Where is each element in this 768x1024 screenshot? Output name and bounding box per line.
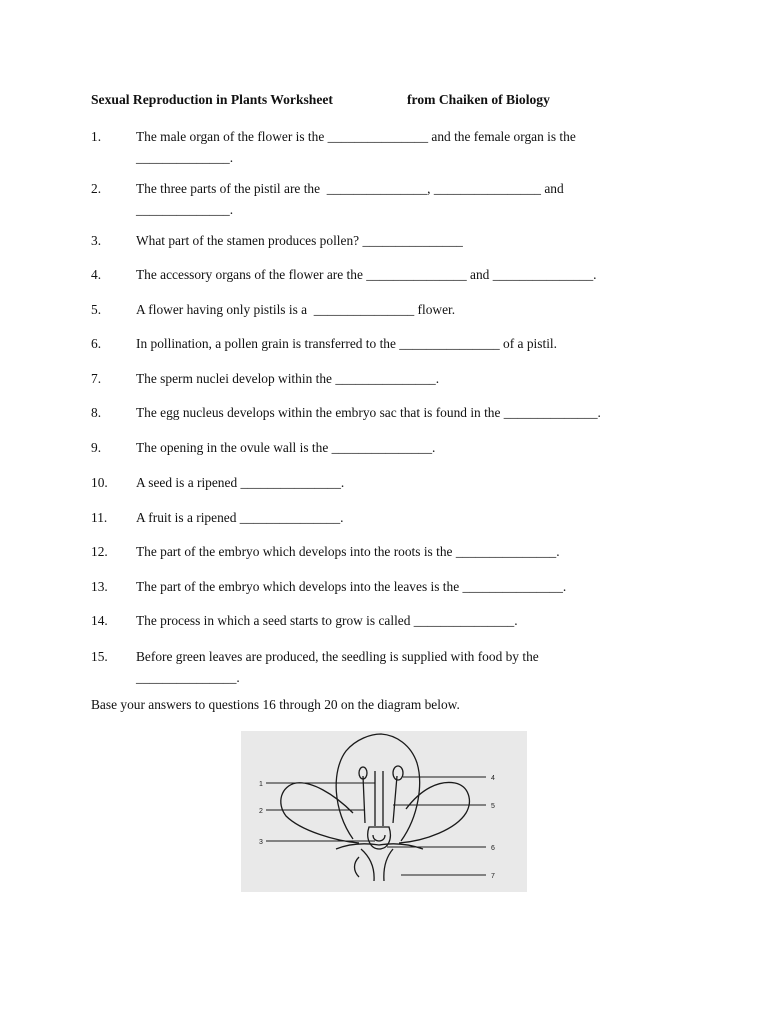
diagram-label: 5: [491, 803, 495, 810]
question-text: The male organ of the flower is the _______________ and the female organ is the ______________.: [136, 129, 576, 165]
question-number: 8.: [91, 405, 102, 420]
stem-outline: [361, 849, 393, 881]
source-text: from Chaiken of Biology: [407, 92, 550, 107]
diagram-label: 2: [259, 808, 263, 815]
question-text: A flower having only pistils is a _______________ flower.: [136, 302, 456, 317]
question-number: 14.: [91, 613, 108, 628]
title-text: Sexual Reproduction in Plants Worksheet: [91, 92, 333, 107]
petal-outline: [281, 783, 359, 843]
question-number: 6.: [91, 336, 102, 351]
style-outline: [375, 771, 383, 826]
diagram-label: 4: [491, 775, 495, 782]
diagram-label: 3: [259, 839, 263, 846]
question-text: The opening in the ovule wall is the _______________.: [136, 440, 436, 455]
question-number: 10.: [91, 475, 108, 490]
diagram-label: 1: [259, 781, 263, 788]
ovule-outline: [373, 835, 385, 841]
question-text: What part of the stamen produces pollen? _______________: [136, 233, 463, 248]
question-text: The three parts of the pistil are the _______________, ________________ and ______________.: [136, 181, 564, 217]
question-text: The part of the embryo which develops into the leaves is the _______________.: [136, 579, 567, 594]
flower-diagram: [241, 731, 527, 892]
question-text: A fruit is a ripened _______________.: [136, 510, 344, 525]
question-number: 12.: [91, 544, 108, 559]
diagram-label: 6: [491, 845, 495, 852]
question-text: The sperm nuclei develop within the _______________.: [136, 371, 440, 386]
petal-outline: [399, 782, 469, 843]
worksheet-title: [91, 92, 550, 108]
question-number: 2.: [91, 181, 102, 196]
question-number: 11.: [91, 510, 108, 525]
flower-diagram-image: [241, 731, 527, 892]
sepal-outline: [336, 844, 423, 849]
question-text: The part of the embryo which develops into the roots is the _______________.: [136, 544, 560, 559]
question-text: The process in which a seed starts to grow is called _______________.: [136, 613, 518, 628]
question-number: 13.: [91, 579, 108, 594]
petal-outline: [336, 734, 419, 841]
question-number: 3.: [91, 233, 102, 248]
anther-outline: [393, 766, 403, 780]
question-text: Before green leaves are produced, the seedling is supplied with food by the _______________.: [136, 649, 539, 685]
ovary-outline: [368, 827, 391, 849]
question-number: 5.: [91, 302, 102, 317]
diagram-label: 7: [491, 873, 495, 880]
question-text: The accessory organs of the flower are the _______________ and _______________.: [136, 267, 597, 282]
question-number: 1.: [91, 129, 102, 144]
question-text: In pollination, a pollen grain is transferred to the _______________ of a pistil.: [136, 336, 557, 351]
question-number: 15.: [91, 649, 108, 664]
sepal-outline: [355, 857, 360, 877]
question-text: The egg nucleus develops within the embryo sac that is found in the ______________.: [136, 405, 601, 420]
question-text: A seed is a ripened _______________.: [136, 475, 345, 490]
question-number: 7.: [91, 371, 102, 386]
question-number: 9.: [91, 440, 102, 455]
diagram-instructions: Base your answers to questions 16 through 20 on the diagram below.: [91, 697, 460, 712]
question-number: 4.: [91, 267, 102, 282]
